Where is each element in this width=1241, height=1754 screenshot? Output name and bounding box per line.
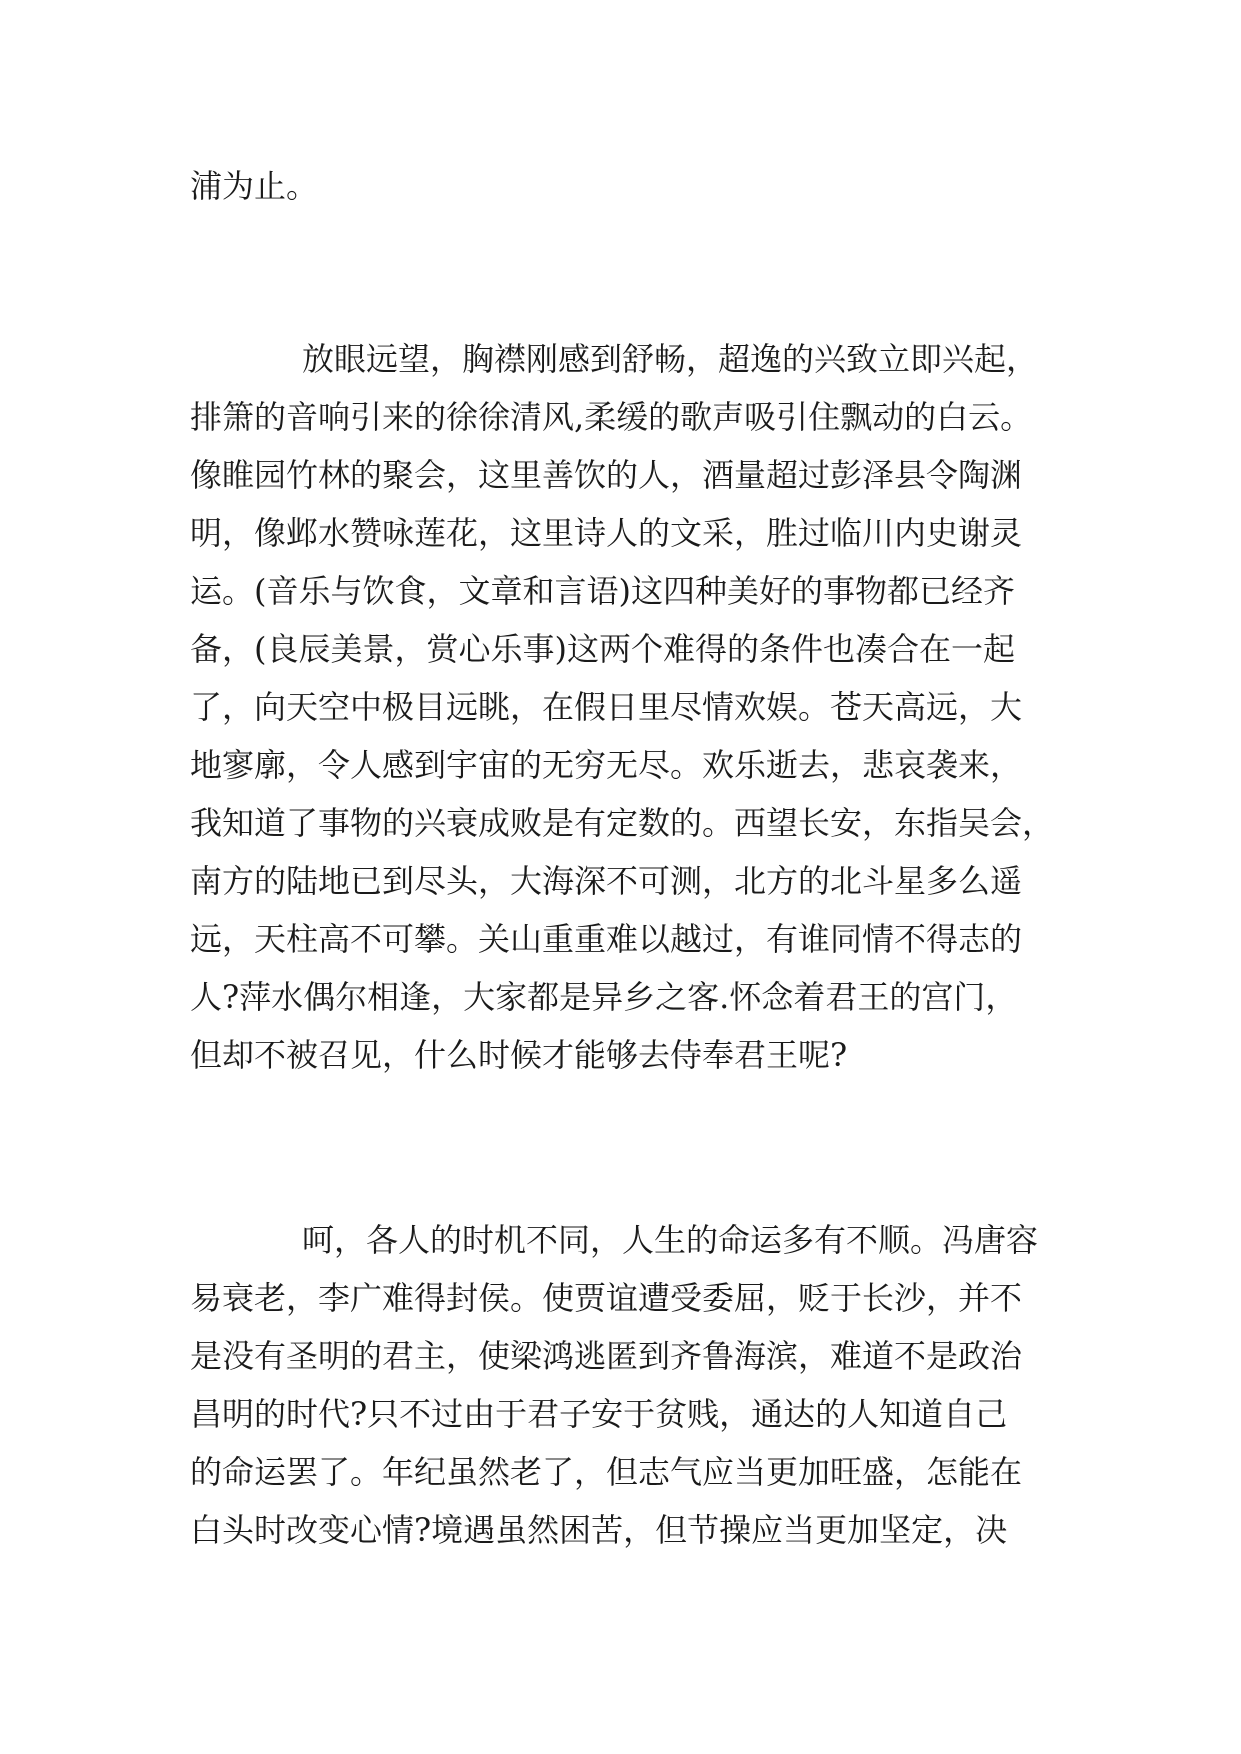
text-line: 但却不被召见，什么时候才能够去侍奉君王呢? [190,1036,848,1074]
text-line: 是没有圣明的君主，使梁鸿逃匿到齐鲁海滨，难道不是政治 [190,1337,1023,1375]
text-line: 远，天柱高不可攀。关山重重难以越过，有谁同情不得志的 [190,920,1023,958]
text-line: 明，像邺水赞咏莲花，这里诗人的文采，胜过临川内史谢灵 [190,514,1023,552]
paragraph-2 [190,330,1055,1084]
text-line: 呵，各人的时机不同，人生的命运多有不顺。冯唐容 [302,1221,1039,1259]
text-line: 昌明的时代?只不过由于君子安于贫贱，通达的人知道自己 [190,1395,1008,1433]
text-line: 易衰老，李广难得封侯。使贾谊遭受委屈，贬于长沙，并不 [190,1279,1023,1317]
text-line: 了，向天空中极目远眺，在假日里尽情欢娱。苍天高远，大 [190,688,1023,726]
text-line: 排箫的音响引来的徐徐清风,柔缓的歌声吸引住飘动的白云。 [190,398,1033,436]
text-line: 人?萍水偶尔相逢，大家都是异乡之客.怀念着君王的宫门， [190,978,1018,1016]
paragraph-3 [190,1211,1050,1559]
text-line: 我知道了事物的兴衰成败是有定数的。西望长安，东指吴会， [190,804,1055,842]
text-line: 南方的陆地已到尽头，大海深不可测，北方的北斗星多么遥 [190,862,1023,900]
paragraph-tail [190,157,1050,215]
text-line: 像睢园竹林的聚会，这里善饮的人，酒量超过彭泽县令陶渊 [190,456,1023,494]
text-line: 备，(良辰美景，赏心乐事)这两个难得的条件也凑合在一起 [190,630,1015,668]
text-line: 运。(音乐与饮食，文章和言语)这四种美好的事物都已经齐 [190,572,1015,610]
text-line: 的命运罢了。年纪虽然老了，但志气应当更加旺盛，怎能在 [190,1453,1023,1491]
text-line: 白头时改变心情?境遇虽然困苦，但节操应当更加坚定，决 [190,1511,1008,1549]
text-line: 放眼远望，胸襟刚感到舒畅，超逸的兴致立即兴起， [302,340,1039,378]
text-line: 地寥廓，令人感到宇宙的无穷无尽。欢乐逝去，悲哀袭来， [190,746,1023,784]
text-line: 浦为止。 [190,167,319,205]
